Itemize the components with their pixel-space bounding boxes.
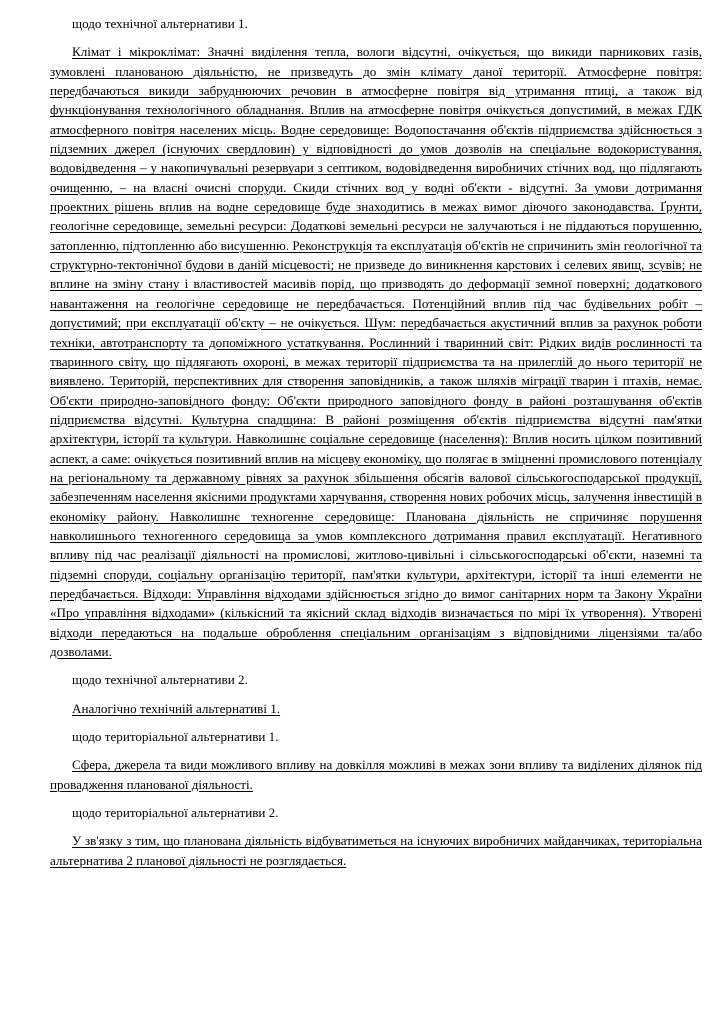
paragraph-environmental-impact-body: [50, 42, 702, 661]
paragraph-territorial-alternative-1-body: [50, 755, 702, 794]
paragraph-territorial-alternative-1-body-text: Сфера, джерела та види можливого впливу на довкілля можливі в межах зони впливу та виділених ділянок під провадження планованої діяльності.: [50, 757, 702, 792]
paragraph-territorial-alternative-2-body-text: У зв'язку з тим, що планована діяльність відбуватиметься на існуючих виробничих майданчиках, територіальна альтернатива 2 планової діяльності не розглядається.: [50, 833, 702, 868]
paragraph-tech-alternative-2-body-text: Аналогічно технічній альтернативі 1.: [72, 700, 281, 716]
paragraph-territorial-alternative-2-lead: щодо територіальної альтернативи 2.: [72, 805, 279, 821]
paragraph-tech-alternative-2-body: [50, 699, 702, 718]
paragraph-territorial-alternative-1-lead: щодо територіальної альтернативи 1.: [72, 729, 279, 745]
document-body: [50, 14, 702, 870]
paragraph-tech-alternative-1-lead: щодо технічної альтернативи 1.: [72, 16, 248, 31]
paragraph-territorial-alternative-2-body: [50, 831, 702, 870]
paragraph-tech-alternative-2-lead: щодо технічної альтернативи 2.: [72, 672, 248, 688]
paragraph-environmental-impact-body-text: Клімат і мікроклімат: Значні виділення тепла, вологи відсутні, очікується, що викиди парникових газів, зумовлені планованою діяльністю, не призведуть до змін клімату даної території. Атмосферне повітря: передбачаються викиди забруднюючих речовин в атмосферне повітря від утримання птиці, а також від функціонування технологічного обладнання. Вплив на атмосферне повітря очікується допустимий, в межах ГДК атмосферного повітря населених місць. Водне середовище: Водопостачання об'єктів підприємства здійснюється з підземних джерел (існуючих свердловин) у відповідності до умов дозволів на спеціальне водокористування, водовідведення – у накопичувальні резервуари з септиком, водовідведення виробничих стічних вод, що підлягають очищенню, – на власні очисні споруди. Скиди стічних вод у водні об'єкти - відсутні. За умови дотримання проектних рішень вплив на водне середовище буде знаходитись в межах вимог діючого законодавства. Ґрунти, геологічне середовище, земельні ресурси: Додаткові земельні ресурси не залучаються і не піддаються порушенню, затопленню, підтопленню або висушенню. Реконструкція та експлуатація об'єктів не спричинить змін геологічної та структурно-тектонічної будови в даній місцевості; не призведе до виникнення карстових і селевих явищ, зсувів; не вплине на зміну стану і властивостей масивів порід, що призводять до деформації земної поверхні; додаткового навантаження на геологічне середовище не передбачається. Потенційний вплив під час будівельних робіт – допустимий; при експлуатації об'єкту – не очікується. Шум: передбачається акустичний вплив за рахунок роботи техніки, автотранспорту та допоміжного устаткування. Рослинний і тваринний світ: Рідких видів рослинності та тваринного світу, що підлягають охороні, в межах території підприємства та на прилеглій до нього території не виявлено. Територій, перспективних для створення заповідників, а також шляхів міграції тварин і птахів, немає. Об'єкти природно-заповідного фонду: Об'єкти природного заповідного фонду в районі розташування об'єктів підприємства відсутні. Культурна спадщина: В районі розміщення об'єктів підприємства відсутні пам'ятки архітектури, історії та культури. Навколишнє соціальне середовище (населення): Вплив носить цілком позитивний аспект, а саме: очікується позитивний вплив на місцеву економіку, що полягає в зміцненні промислового потенціалу на регіональному та державному рівнях за рахунок збільшення обсягів валової сільськогосподарської продукції, забезпеченням населення якісними продуктами харчування, створення нових робочих місць, залучення інвестицій в економіку району. Навколишнє техногенне середовище: Планована діяльність не спричиняє порушення навколишнього техногенного середовища за умов комплексного дотримання правил експлуатації. Негативного впливу під час реалізації діяльності на промислові, житлово-цивільні і сільськогосподарські об'єкти, наземні та підземні споруди, соціальну організацію території, пам'ятки культури, архітектури, історії та інші елементи не передбачається. Відходи: Управління відходами здійснюється згідно до вимог санітарних норм та Закону України «Про управління відходами» (кількісний та якісний склад відходів визначається по мірі їх утворення). Утворені відходи передаються на подальше оброблення спеціальним організаціям з відповідними ліцензіями та/або дозволами.: [50, 44, 702, 659]
